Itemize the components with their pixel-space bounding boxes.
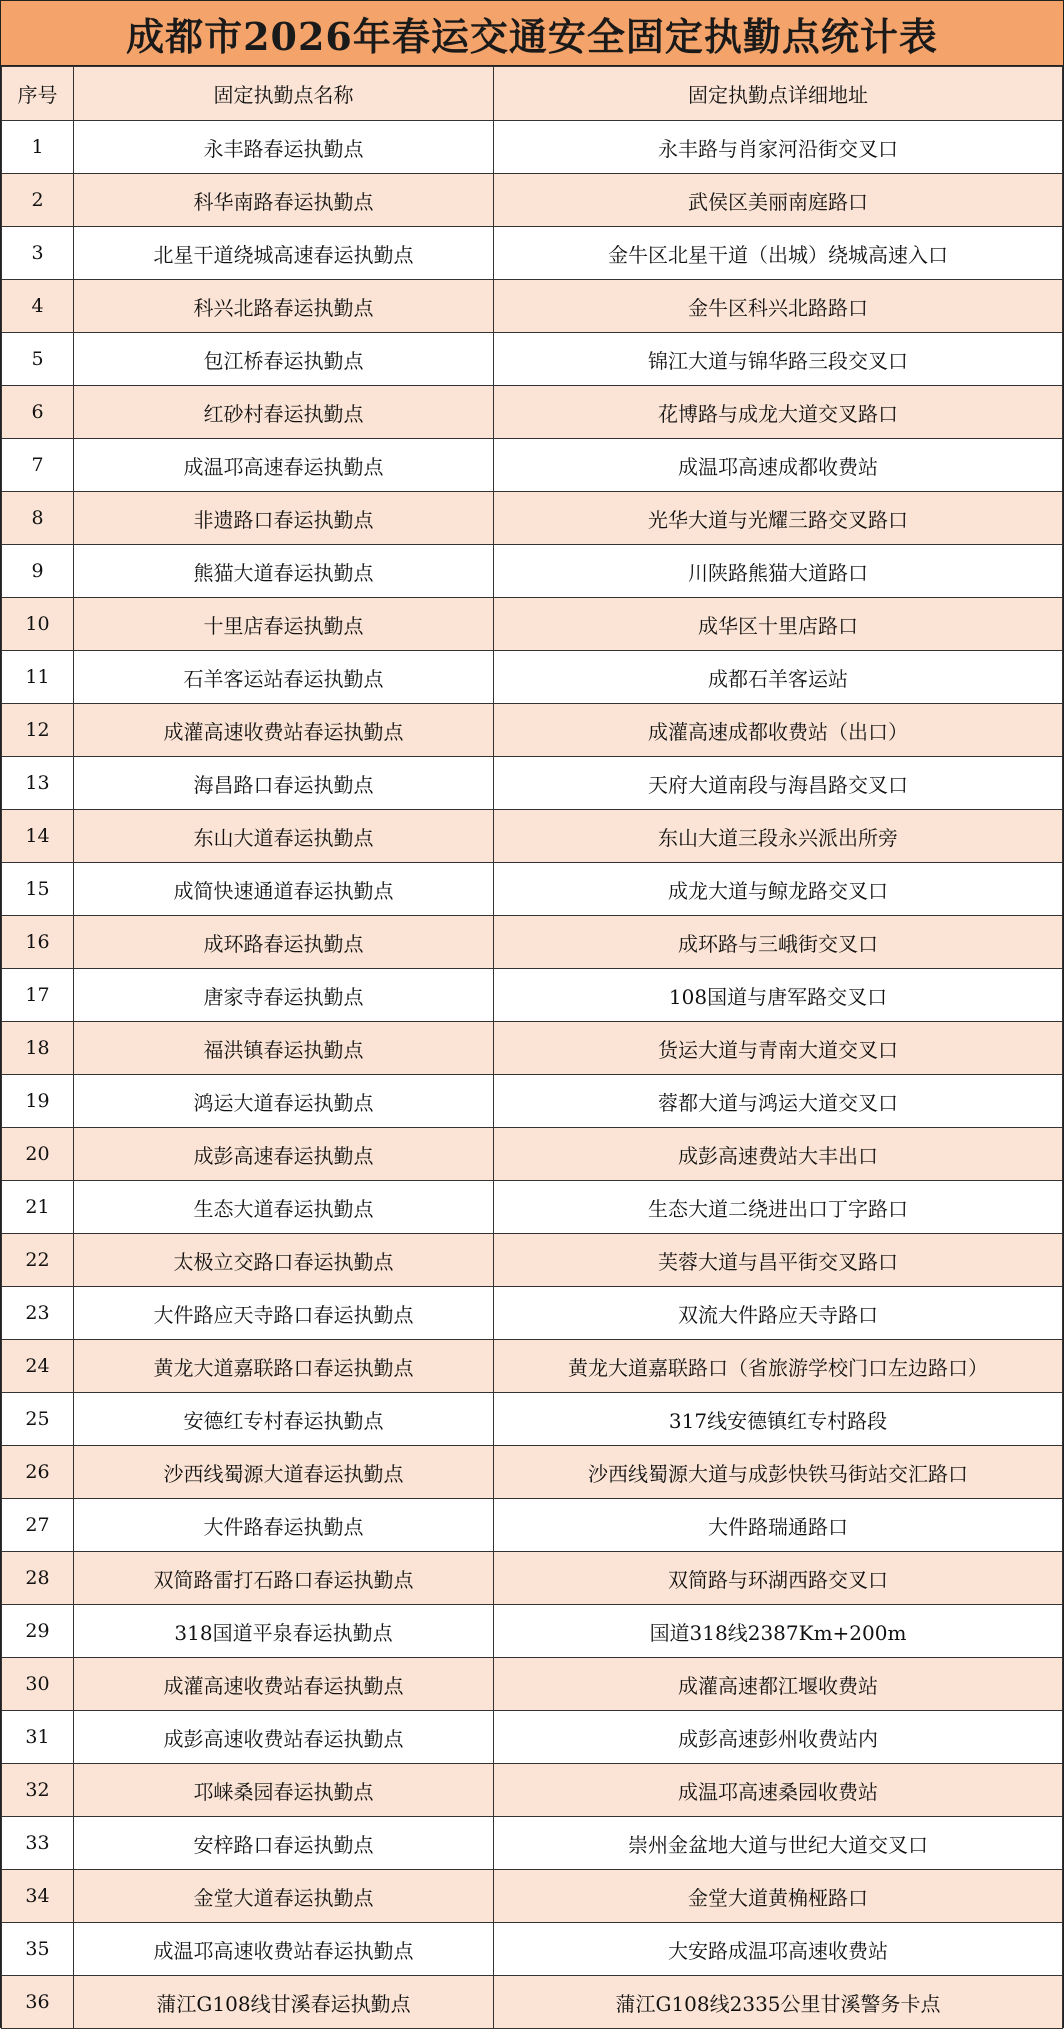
row-index-cell: 20 bbox=[2, 1128, 74, 1181]
checkpoint-address-cell: 双流大件路应天寺路口 bbox=[494, 1287, 1063, 1340]
table-header-row bbox=[2, 67, 1063, 121]
table-row bbox=[2, 916, 1063, 969]
checkpoint-address-cell: 108国道与唐军路交叉口 bbox=[494, 969, 1063, 1022]
table-row bbox=[2, 969, 1063, 1022]
table-row bbox=[2, 1817, 1063, 1870]
checkpoint-address-cell: 武侯区美丽南庭路口 bbox=[494, 174, 1063, 227]
checkpoint-address-cell: 金牛区科兴北路路口 bbox=[494, 280, 1063, 333]
table-row bbox=[2, 545, 1063, 598]
checkpoint-address-cell: 国道318线2387Km+200m bbox=[494, 1605, 1063, 1658]
checkpoint-address-cell: 光华大道与光耀三路交叉路口 bbox=[494, 492, 1063, 545]
checkpoint-name-cell: 熊猫大道春运执勤点 bbox=[74, 545, 494, 598]
row-index-cell: 12 bbox=[2, 704, 74, 757]
row-index-cell: 11 bbox=[2, 651, 74, 704]
table-row bbox=[2, 1340, 1063, 1393]
row-index-cell: 30 bbox=[2, 1658, 74, 1711]
checkpoint-name-cell: 东山大道春运执勤点 bbox=[74, 810, 494, 863]
header-checkpoint-name: 固定执勤点名称 bbox=[74, 67, 494, 121]
checkpoint-name-cell: 黄龙大道嘉联路口春运执勤点 bbox=[74, 1340, 494, 1393]
checkpoint-table bbox=[1, 66, 1063, 2029]
row-index-cell: 10 bbox=[2, 598, 74, 651]
checkpoint-address-cell: 成灌高速都江堰收费站 bbox=[494, 1658, 1063, 1711]
checkpoint-name-cell: 北星干道绕城高速春运执勤点 bbox=[74, 227, 494, 280]
row-index-cell: 32 bbox=[2, 1764, 74, 1817]
checkpoint-address-cell: 永丰路与肖家河沿街交叉口 bbox=[494, 121, 1063, 174]
checkpoint-name-cell: 十里店春运执勤点 bbox=[74, 598, 494, 651]
table-row bbox=[2, 386, 1063, 439]
checkpoint-name-cell: 石羊客运站春运执勤点 bbox=[74, 651, 494, 704]
checkpoint-name-cell: 红砂村春运执勤点 bbox=[74, 386, 494, 439]
row-index-cell: 15 bbox=[2, 863, 74, 916]
checkpoint-address-cell: 货运大道与青南大道交叉口 bbox=[494, 1022, 1063, 1075]
header-index: 序号 bbox=[2, 67, 74, 121]
checkpoint-name-cell: 成温邛高速收费站春运执勤点 bbox=[74, 1923, 494, 1976]
table-row bbox=[2, 439, 1063, 492]
checkpoint-name-cell: 鸿运大道春运执勤点 bbox=[74, 1075, 494, 1128]
row-index-cell: 1 bbox=[2, 121, 74, 174]
table-row bbox=[2, 227, 1063, 280]
checkpoint-name-cell: 邛崃桑园春运执勤点 bbox=[74, 1764, 494, 1817]
checkpoint-name-cell: 安德红专村春运执勤点 bbox=[74, 1393, 494, 1446]
row-index-cell: 14 bbox=[2, 810, 74, 863]
table-row bbox=[2, 1446, 1063, 1499]
table-row bbox=[2, 492, 1063, 545]
table-row bbox=[2, 757, 1063, 810]
row-index-cell: 4 bbox=[2, 280, 74, 333]
table-row bbox=[2, 174, 1063, 227]
checkpoint-address-cell: 锦江大道与锦华路三段交叉口 bbox=[494, 333, 1063, 386]
checkpoint-address-cell: 金牛区北星干道（出城）绕城高速入口 bbox=[494, 227, 1063, 280]
checkpoint-name-cell: 包江桥春运执勤点 bbox=[74, 333, 494, 386]
table-row bbox=[2, 1287, 1063, 1340]
row-index-cell: 13 bbox=[2, 757, 74, 810]
checkpoint-name-cell: 成灌高速收费站春运执勤点 bbox=[74, 1658, 494, 1711]
checkpoint-name-cell: 安梓路口春运执勤点 bbox=[74, 1817, 494, 1870]
table-row bbox=[2, 651, 1063, 704]
table-row bbox=[2, 810, 1063, 863]
checkpoint-address-cell: 成彭高速彭州收费站内 bbox=[494, 1711, 1063, 1764]
row-index-cell: 7 bbox=[2, 439, 74, 492]
row-index-cell: 29 bbox=[2, 1605, 74, 1658]
row-index-cell: 2 bbox=[2, 174, 74, 227]
row-index-cell: 27 bbox=[2, 1499, 74, 1552]
table-row bbox=[2, 1870, 1063, 1923]
table-row bbox=[2, 863, 1063, 916]
checkpoint-name-cell: 永丰路春运执勤点 bbox=[74, 121, 494, 174]
checkpoint-name-cell: 成彭高速收费站春运执勤点 bbox=[74, 1711, 494, 1764]
row-index-cell: 31 bbox=[2, 1711, 74, 1764]
checkpoint-address-cell: 成灌高速成都收费站（出口） bbox=[494, 704, 1063, 757]
checkpoint-address-cell: 成华区十里店路口 bbox=[494, 598, 1063, 651]
header-checkpoint-address: 固定执勤点详细地址 bbox=[494, 67, 1063, 121]
checkpoint-address-cell: 金堂大道黄桷桠路口 bbox=[494, 1870, 1063, 1923]
table-row bbox=[2, 1976, 1063, 2029]
table-row bbox=[2, 1658, 1063, 1711]
checkpoint-address-cell: 大安路成温邛高速收费站 bbox=[494, 1923, 1063, 1976]
table-row bbox=[2, 704, 1063, 757]
checkpoint-address-cell: 黄龙大道嘉联路口（省旅游学校门口左边路口） bbox=[494, 1340, 1063, 1393]
table-row bbox=[2, 598, 1063, 651]
table-row bbox=[2, 1711, 1063, 1764]
checkpoint-address-cell: 成温邛高速桑园收费站 bbox=[494, 1764, 1063, 1817]
page-title: 成都市2026年春运交通安全固定执勤点统计表 bbox=[1, 1, 1063, 66]
table-row bbox=[2, 280, 1063, 333]
row-index-cell: 17 bbox=[2, 969, 74, 1022]
row-index-cell: 24 bbox=[2, 1340, 74, 1393]
table-body bbox=[2, 121, 1063, 2029]
table-row bbox=[2, 333, 1063, 386]
checkpoint-address-cell: 大件路瑞通路口 bbox=[494, 1499, 1063, 1552]
table-row bbox=[2, 1181, 1063, 1234]
row-index-cell: 3 bbox=[2, 227, 74, 280]
table-row bbox=[2, 1022, 1063, 1075]
checkpoint-address-cell: 双简路与环湖西路交叉口 bbox=[494, 1552, 1063, 1605]
row-index-cell: 9 bbox=[2, 545, 74, 598]
table-row bbox=[2, 1605, 1063, 1658]
table-row bbox=[2, 1499, 1063, 1552]
checkpoint-address-cell: 成温邛高速成都收费站 bbox=[494, 439, 1063, 492]
checkpoint-address-cell: 东山大道三段永兴派出所旁 bbox=[494, 810, 1063, 863]
checkpoint-name-cell: 蒲江G108线甘溪春运执勤点 bbox=[74, 1976, 494, 2029]
checkpoint-address-cell: 成环路与三峨街交叉口 bbox=[494, 916, 1063, 969]
checkpoint-name-cell: 成简快速通道春运执勤点 bbox=[74, 863, 494, 916]
checkpoint-address-cell: 蓉都大道与鸿运大道交叉口 bbox=[494, 1075, 1063, 1128]
checkpoint-name-cell: 成灌高速收费站春运执勤点 bbox=[74, 704, 494, 757]
checkpoint-address-cell: 花博路与成龙大道交叉路口 bbox=[494, 386, 1063, 439]
checkpoint-name-cell: 沙西线蜀源大道春运执勤点 bbox=[74, 1446, 494, 1499]
row-index-cell: 19 bbox=[2, 1075, 74, 1128]
row-index-cell: 25 bbox=[2, 1393, 74, 1446]
row-index-cell: 18 bbox=[2, 1022, 74, 1075]
table-row bbox=[2, 121, 1063, 174]
checkpoint-address-cell: 生态大道二绕进出口丁字路口 bbox=[494, 1181, 1063, 1234]
row-index-cell: 21 bbox=[2, 1181, 74, 1234]
table-row bbox=[2, 1234, 1063, 1287]
checkpoint-name-cell: 科兴北路春运执勤点 bbox=[74, 280, 494, 333]
checkpoint-name-cell: 福洪镇春运执勤点 bbox=[74, 1022, 494, 1075]
row-index-cell: 35 bbox=[2, 1923, 74, 1976]
checkpoint-name-cell: 双简路雷打石路口春运执勤点 bbox=[74, 1552, 494, 1605]
checkpoint-name-cell: 成环路春运执勤点 bbox=[74, 916, 494, 969]
checkpoint-address-cell: 成都石羊客运站 bbox=[494, 651, 1063, 704]
checkpoint-name-cell: 海昌路口春运执勤点 bbox=[74, 757, 494, 810]
row-index-cell: 33 bbox=[2, 1817, 74, 1870]
row-index-cell: 23 bbox=[2, 1287, 74, 1340]
checkpoint-address-cell: 崇州金盆地大道与世纪大道交叉口 bbox=[494, 1817, 1063, 1870]
checkpoint-name-cell: 大件路应天寺路口春运执勤点 bbox=[74, 1287, 494, 1340]
checkpoint-name-cell: 太极立交路口春运执勤点 bbox=[74, 1234, 494, 1287]
table-row bbox=[2, 1923, 1063, 1976]
row-index-cell: 6 bbox=[2, 386, 74, 439]
checkpoint-address-cell: 芙蓉大道与昌平街交叉路口 bbox=[494, 1234, 1063, 1287]
checkpoint-name-cell: 科华南路春运执勤点 bbox=[74, 174, 494, 227]
table-row bbox=[2, 1393, 1063, 1446]
table-row bbox=[2, 1764, 1063, 1817]
checkpoint-name-cell: 318国道平泉春运执勤点 bbox=[74, 1605, 494, 1658]
row-index-cell: 26 bbox=[2, 1446, 74, 1499]
checkpoint-address-cell: 蒲江G108线2335公里甘溪警务卡点 bbox=[494, 1976, 1063, 2029]
checkpoint-address-cell: 沙西线蜀源大道与成彭快铁马街站交汇路口 bbox=[494, 1446, 1063, 1499]
table-row bbox=[2, 1128, 1063, 1181]
row-index-cell: 5 bbox=[2, 333, 74, 386]
row-index-cell: 28 bbox=[2, 1552, 74, 1605]
checkpoint-address-cell: 川陕路熊猫大道路口 bbox=[494, 545, 1063, 598]
checkpoint-name-cell: 大件路春运执勤点 bbox=[74, 1499, 494, 1552]
checkpoint-address-cell: 成龙大道与鲸龙路交叉口 bbox=[494, 863, 1063, 916]
checkpoint-name-cell: 成彭高速春运执勤点 bbox=[74, 1128, 494, 1181]
checkpoint-name-cell: 成温邛高速春运执勤点 bbox=[74, 439, 494, 492]
row-index-cell: 16 bbox=[2, 916, 74, 969]
row-index-cell: 8 bbox=[2, 492, 74, 545]
row-index-cell: 36 bbox=[2, 1976, 74, 2029]
checkpoint-name-cell: 唐家寺春运执勤点 bbox=[74, 969, 494, 1022]
checkpoint-name-cell: 非遗路口春运执勤点 bbox=[74, 492, 494, 545]
row-index-cell: 22 bbox=[2, 1234, 74, 1287]
table-row bbox=[2, 1552, 1063, 1605]
checkpoint-name-cell: 金堂大道春运执勤点 bbox=[74, 1870, 494, 1923]
checkpoint-name-cell: 生态大道春运执勤点 bbox=[74, 1181, 494, 1234]
checkpoint-address-cell: 天府大道南段与海昌路交叉口 bbox=[494, 757, 1063, 810]
table-row bbox=[2, 1075, 1063, 1128]
checkpoint-address-cell: 317线安德镇红专村路段 bbox=[494, 1393, 1063, 1446]
row-index-cell: 34 bbox=[2, 1870, 74, 1923]
checkpoint-address-cell: 成彭高速费站大丰出口 bbox=[494, 1128, 1063, 1181]
